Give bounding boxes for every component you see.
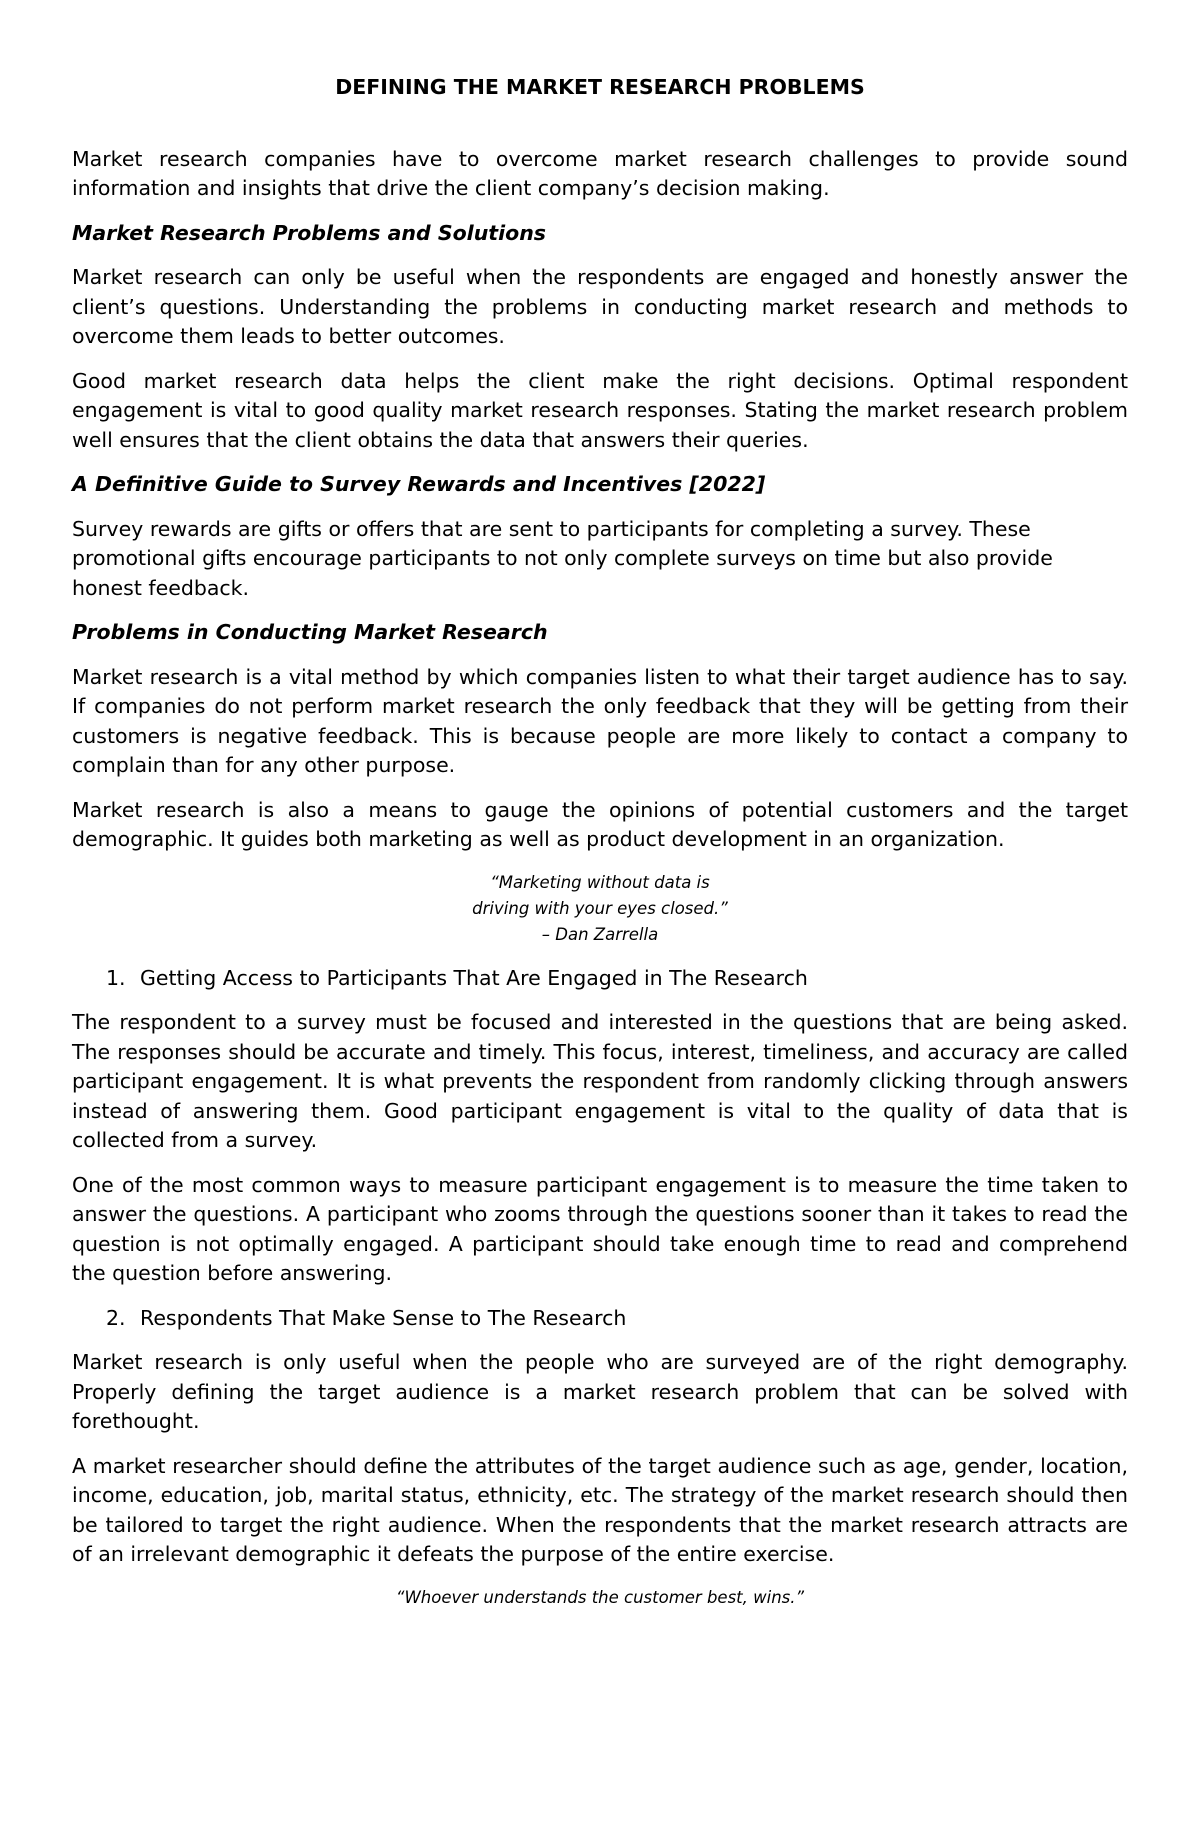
paragraph: One of the most common ways to measure participant engagement is to measure the time taken to answer the questions. A participant who zooms through the questions sooner than it takes to read the question is not optimally engaged. A participant should take enough time to read and comprehend the question before answering. bbox=[72, 1172, 1128, 1285]
paragraph: Market research is only useful when the people who are surveyed are of the right demography. Properly defining the target audience is a market research problem that can be solved with forethought. bbox=[72, 1350, 1128, 1433]
list-heading: Getting Access to Participants That Are Engaged in The Research bbox=[140, 965, 808, 990]
paragraph: Market research is a vital method by which companies listen to what their target audience has to say. If companies do not perform market research the only feedback that they will be getting from their customers is negative feedback. This is because people are more likely to contact a company to complain than for any other purpose. bbox=[72, 664, 1128, 777]
numbered-heading-2 bbox=[72, 1304, 1128, 1334]
section-heading-survey-rewards: A Definitive Guide to Survey Rewards and Incentives [2022] bbox=[72, 472, 766, 496]
paragraph: Survey rewards are gifts or offers that are sent to participants for completing a survey. These promotional gifts encourage participants to not only complete surveys on time but also provide honest feedback. bbox=[72, 516, 1053, 600]
section-heading-problems-solutions: Market Research Problems and Solutions bbox=[72, 220, 546, 245]
list-number: 1. bbox=[106, 965, 126, 990]
paragraph: A market researcher should define the attributes of the target audience such as age, gender, location, income, education, job, marital status, ethnicity, etc. The strategy of the market research should then be tailored to target the right audience. When the respondents that the market research attracts are of an irrelevant demographic it defeats the purpose of the entire exercise. bbox=[72, 1453, 1128, 1566]
paragraph: The respondent to a survey must be focused and interested in the questions that are being asked. The responses should be accurate and timely. This focus, interest, timeliness, and accuracy are called participant engagement. It is what prevents the respondent from randomly clicking through answers instead of answering them. Good participant engagement is vital to the quality of data that is collected from a survey. bbox=[72, 1010, 1128, 1152]
paragraph: Market research can only be useful when the respondents are engaged and honestly answer the client’s questions. Understanding the problems in conducting market research and methods to overcome them leads to better outcomes. bbox=[72, 265, 1128, 348]
list-heading: Respondents That Make Sense to The Research bbox=[140, 1305, 627, 1330]
intro-paragraph: Market research companies have to overcome market research challenges to provide sound information and insights that drive the client company’s decision making. bbox=[72, 146, 1128, 200]
quote-line: driving with your eyes closed.” bbox=[472, 898, 728, 918]
paragraph: Market research is also a means to gauge the opinions of potential customers and the target demographic. It guides both marketing as well as product development in an organization. bbox=[72, 797, 1128, 851]
section-heading-conducting-research: Problems in Conducting Market Research bbox=[72, 620, 548, 644]
list-number: 2. bbox=[106, 1305, 126, 1330]
page-title: DEFINING THE MARKET RESEARCH PROBLEMS bbox=[335, 75, 865, 99]
quote-attribution: – Dan Zarrella bbox=[541, 924, 659, 944]
numbered-heading-1 bbox=[72, 964, 1128, 994]
closing-quote: “Whoever understands the customer best, wins.” bbox=[395, 1587, 805, 1607]
paragraph: Good market research data helps the client make the right decisions. Optimal respondent engagement is vital to good quality market research responses. Stating the market research problem well ensures that the client obtains the data that answers their queries. bbox=[72, 368, 1128, 452]
quote-line: “Marketing without data is bbox=[490, 872, 710, 892]
quote-block bbox=[72, 870, 1128, 948]
